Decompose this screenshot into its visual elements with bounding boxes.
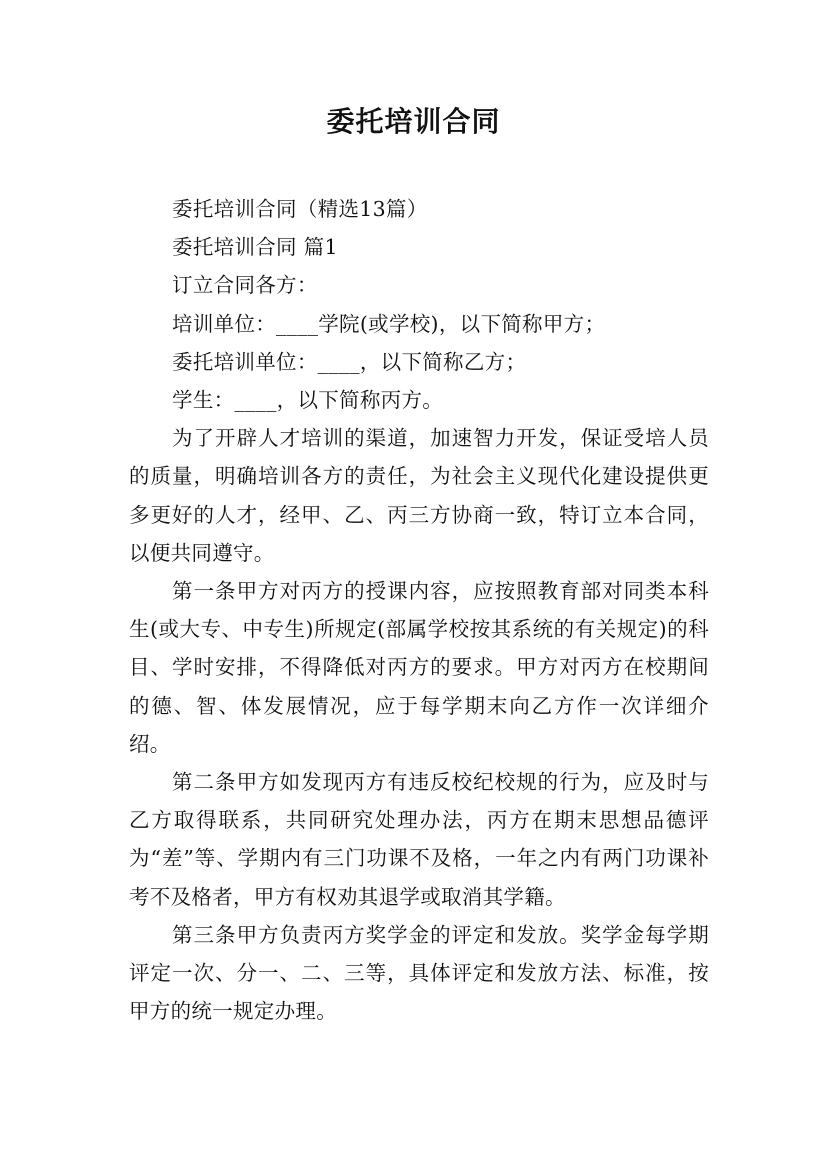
party-a-line: 培训单位：____学院(或学校)，以下简称甲方； xyxy=(172,311,606,336)
article-2-paragraph: 第二条甲方如发现丙方有违反校纪校规的行为，应及时与乙方取得联系，共同研究处理办法，丙方在期末思想品德评为“差”等、学期内有三门功课不及格，一年之内有两门功课补考不及格者，甲方有权劝其退学或取消其学籍。 xyxy=(129,770,709,909)
document-body xyxy=(129,190,709,1030)
article-3-paragraph: 第三条甲方负责丙方奖学金的评定和发放。奖学金每学期评定一次、分一、二、三等，具体评定和发放方法、标准，按甲方的统一规定办理。 xyxy=(129,922,709,1024)
preamble-paragraph: 为了开辟人才培训的渠道，加速智力开发，保证受培人员的质量，明确培训各方的责任，为社会主义现代化建设提供更多更好的人才，经甲、乙、丙三方协商一致，特订立本合同，以便共同遵守。 xyxy=(129,426,709,565)
party-b-line: 委托培训单位：____，以下简称乙方； xyxy=(172,349,527,374)
subtitle-paragraph: 委托培训合同（精选13篇） xyxy=(172,197,428,221)
document-title: 委托培训合同 xyxy=(326,105,501,138)
section-heading: 委托培训合同 篇1 xyxy=(172,235,338,260)
party-c-line: 学生：____，以下简称丙方。 xyxy=(172,388,444,413)
article-1-paragraph: 第一条甲方对丙方的授课内容，应按照教育部对同类本科生(或大专、中专生)所规定(部属学校按其系统的有关规定)的科目、学时安排，不得降低对丙方的要求。甲方对丙方在校期间的德、智、体发展情况，应于每学期末向乙方作一次详细介绍。 xyxy=(129,579,709,756)
parties-heading: 订立合同各方： xyxy=(172,273,318,298)
